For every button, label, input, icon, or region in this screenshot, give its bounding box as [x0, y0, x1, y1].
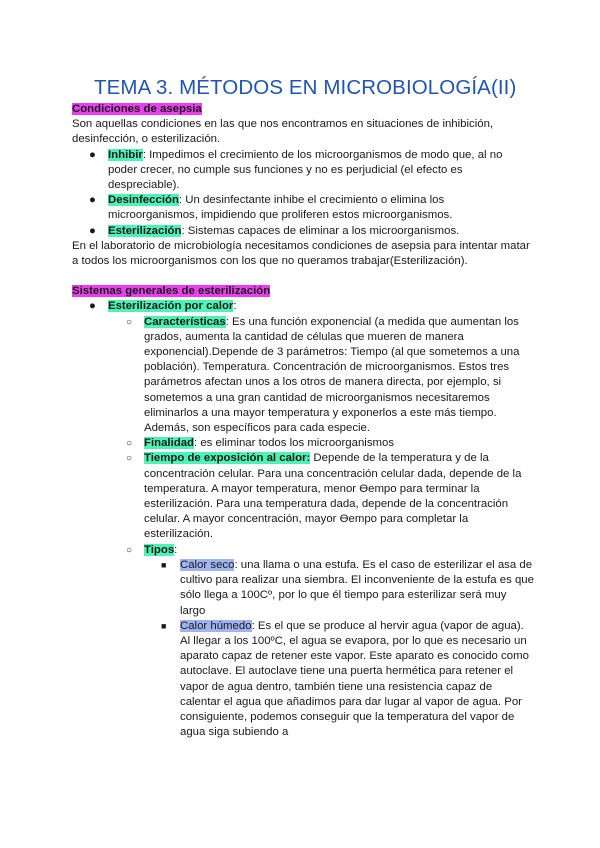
section-heading-esterilizacion: Sistemas generales de esterilización — [72, 285, 271, 298]
page-title: TEMA 3. MÉTODOS EN MICROBIOLOGÍA(II) — [94, 76, 517, 99]
definition-text: : Sistemas capaces de eliminar a los microorganismos. — [181, 224, 460, 237]
definition-text: : una llama o una estufa. Es el caso de esterilizar el asa de cultivo para realizar una siembra. El inconveniente de la estufa es que sólo llega a 100Cº, por lo que él tiempo para esterilizar será muy largo — [180, 558, 534, 617]
list-item — [72, 436, 534, 451]
bullet-icon: ● — [89, 148, 96, 161]
bullet-icon: ● — [89, 300, 96, 313]
square-bullet-icon: ■ — [161, 620, 167, 631]
term-tiempo-exposicion: Tiempo de exposición al calor: — [144, 452, 311, 465]
bullet-icon: ● — [89, 224, 96, 237]
list-item — [72, 451, 534, 542]
spacer — [72, 269, 534, 284]
esterilizacion-list — [72, 299, 534, 740]
term-finalidad: Finalidad — [144, 437, 194, 450]
definition-text: : Impedimos el crecimiento de los microorganismos de modo que, al no poder crecer, no cumple sus funciones y no es perjudicial (el efecto es despreciable). — [108, 148, 503, 192]
list-item — [72, 315, 534, 437]
square-bullet-icon: ■ — [161, 559, 167, 570]
list-item — [72, 299, 534, 314]
term-caracteristicas: Características — [144, 315, 226, 328]
asepsia-outro: En el laboratorio de microbiología necesitamos condiciones de asepsia para intentar matar a todos los microorganismos con los que no queramos trabajar(Esterilización). — [72, 239, 530, 268]
term-calor-seco: Calor seco — [180, 558, 235, 571]
circle-bullet-icon: ○ — [126, 453, 133, 465]
definition-text: : es eliminar todos los microorganismos — [194, 437, 395, 450]
circle-bullet-icon: ○ — [126, 438, 133, 450]
list-item — [72, 193, 534, 223]
list-item — [72, 224, 534, 239]
bullet-icon: ● — [89, 194, 96, 207]
term-esterilizacion: Esterilización — [108, 224, 182, 237]
term-tipos: Tipos — [144, 543, 175, 556]
list-item — [72, 558, 534, 619]
definition-text: Depende de la temperatura y de la concentración celular. Para una concentración celular dada, depende de la temperatura. A mayor temperatura, menor Ɵempo para terminar la esterilización. Para una temperatura dada, depende de la concentración celular. A mayor concentración, mayor Ɵempo para completar la esterilización. — [144, 452, 522, 541]
term-desinfeccion: Desinfección — [108, 194, 179, 207]
section-heading-asepsia: Condiciones de asepsia — [72, 103, 202, 115]
list-item — [72, 619, 534, 741]
circle-bullet-icon: ○ — [126, 316, 133, 328]
definition-text: : — [174, 543, 178, 556]
definition-text: : Es el que se produce al hervir agua (vapor de agua). Al llegar a los 100ºC, el agua se evapora, por lo que es necesario un aparato capaz de retener este vapor. Este aparato es conocido como autoclave. El autoclave tiene una puerta hermética para retener el vapor de agua dentro, también tiene una resistencia capaz de calentar el agua que añadimos para dar lugar al vapor de agua. Por consiguiente, podemos conseguir que la temperatura del vapor de agua siga subiendo a — [180, 619, 529, 739]
circle-bullet-icon: ○ — [126, 544, 133, 556]
definition-text: : Un desinfectante inhibe el crecimiento o elimina los microorganismos, impidiendo que proliferen estos microorganismos. — [108, 194, 453, 222]
list-item — [72, 148, 534, 194]
section-asepsia — [72, 102, 534, 740]
asepsia-intro: Son aquellas condiciones en las que nos encontramos en situaciones de inhibición, desinfección, o esterilización. — [72, 118, 494, 146]
term-suffix: : — [233, 300, 237, 313]
term-calor-humedo: Calor húmedo — [180, 619, 252, 632]
term-inhibir: Inhibir — [108, 148, 143, 161]
term-esterilizacion-calor: Esterilización por calor — [108, 300, 234, 313]
list-item — [72, 543, 534, 558]
asepsia-list — [72, 148, 534, 239]
definition-text: : Es una función exponencial (a medida que aumentan los grados, aumenta la cantidad de células que mueren de manera exponencial).Depende de 3 parámetros: Tiempo (al que sometemos a una población). Temperatura. Concentración de microorganismos. Estos tres parámetros afectan unos a los otros de manera directa, por ejemplo, si sometemos a una gran cantidad de microorganismos necesitaremos eliminarlos a una mayor temperatura y exponerlos a este más tiempo. Además, son específicos para cada especie. — [144, 315, 520, 435]
